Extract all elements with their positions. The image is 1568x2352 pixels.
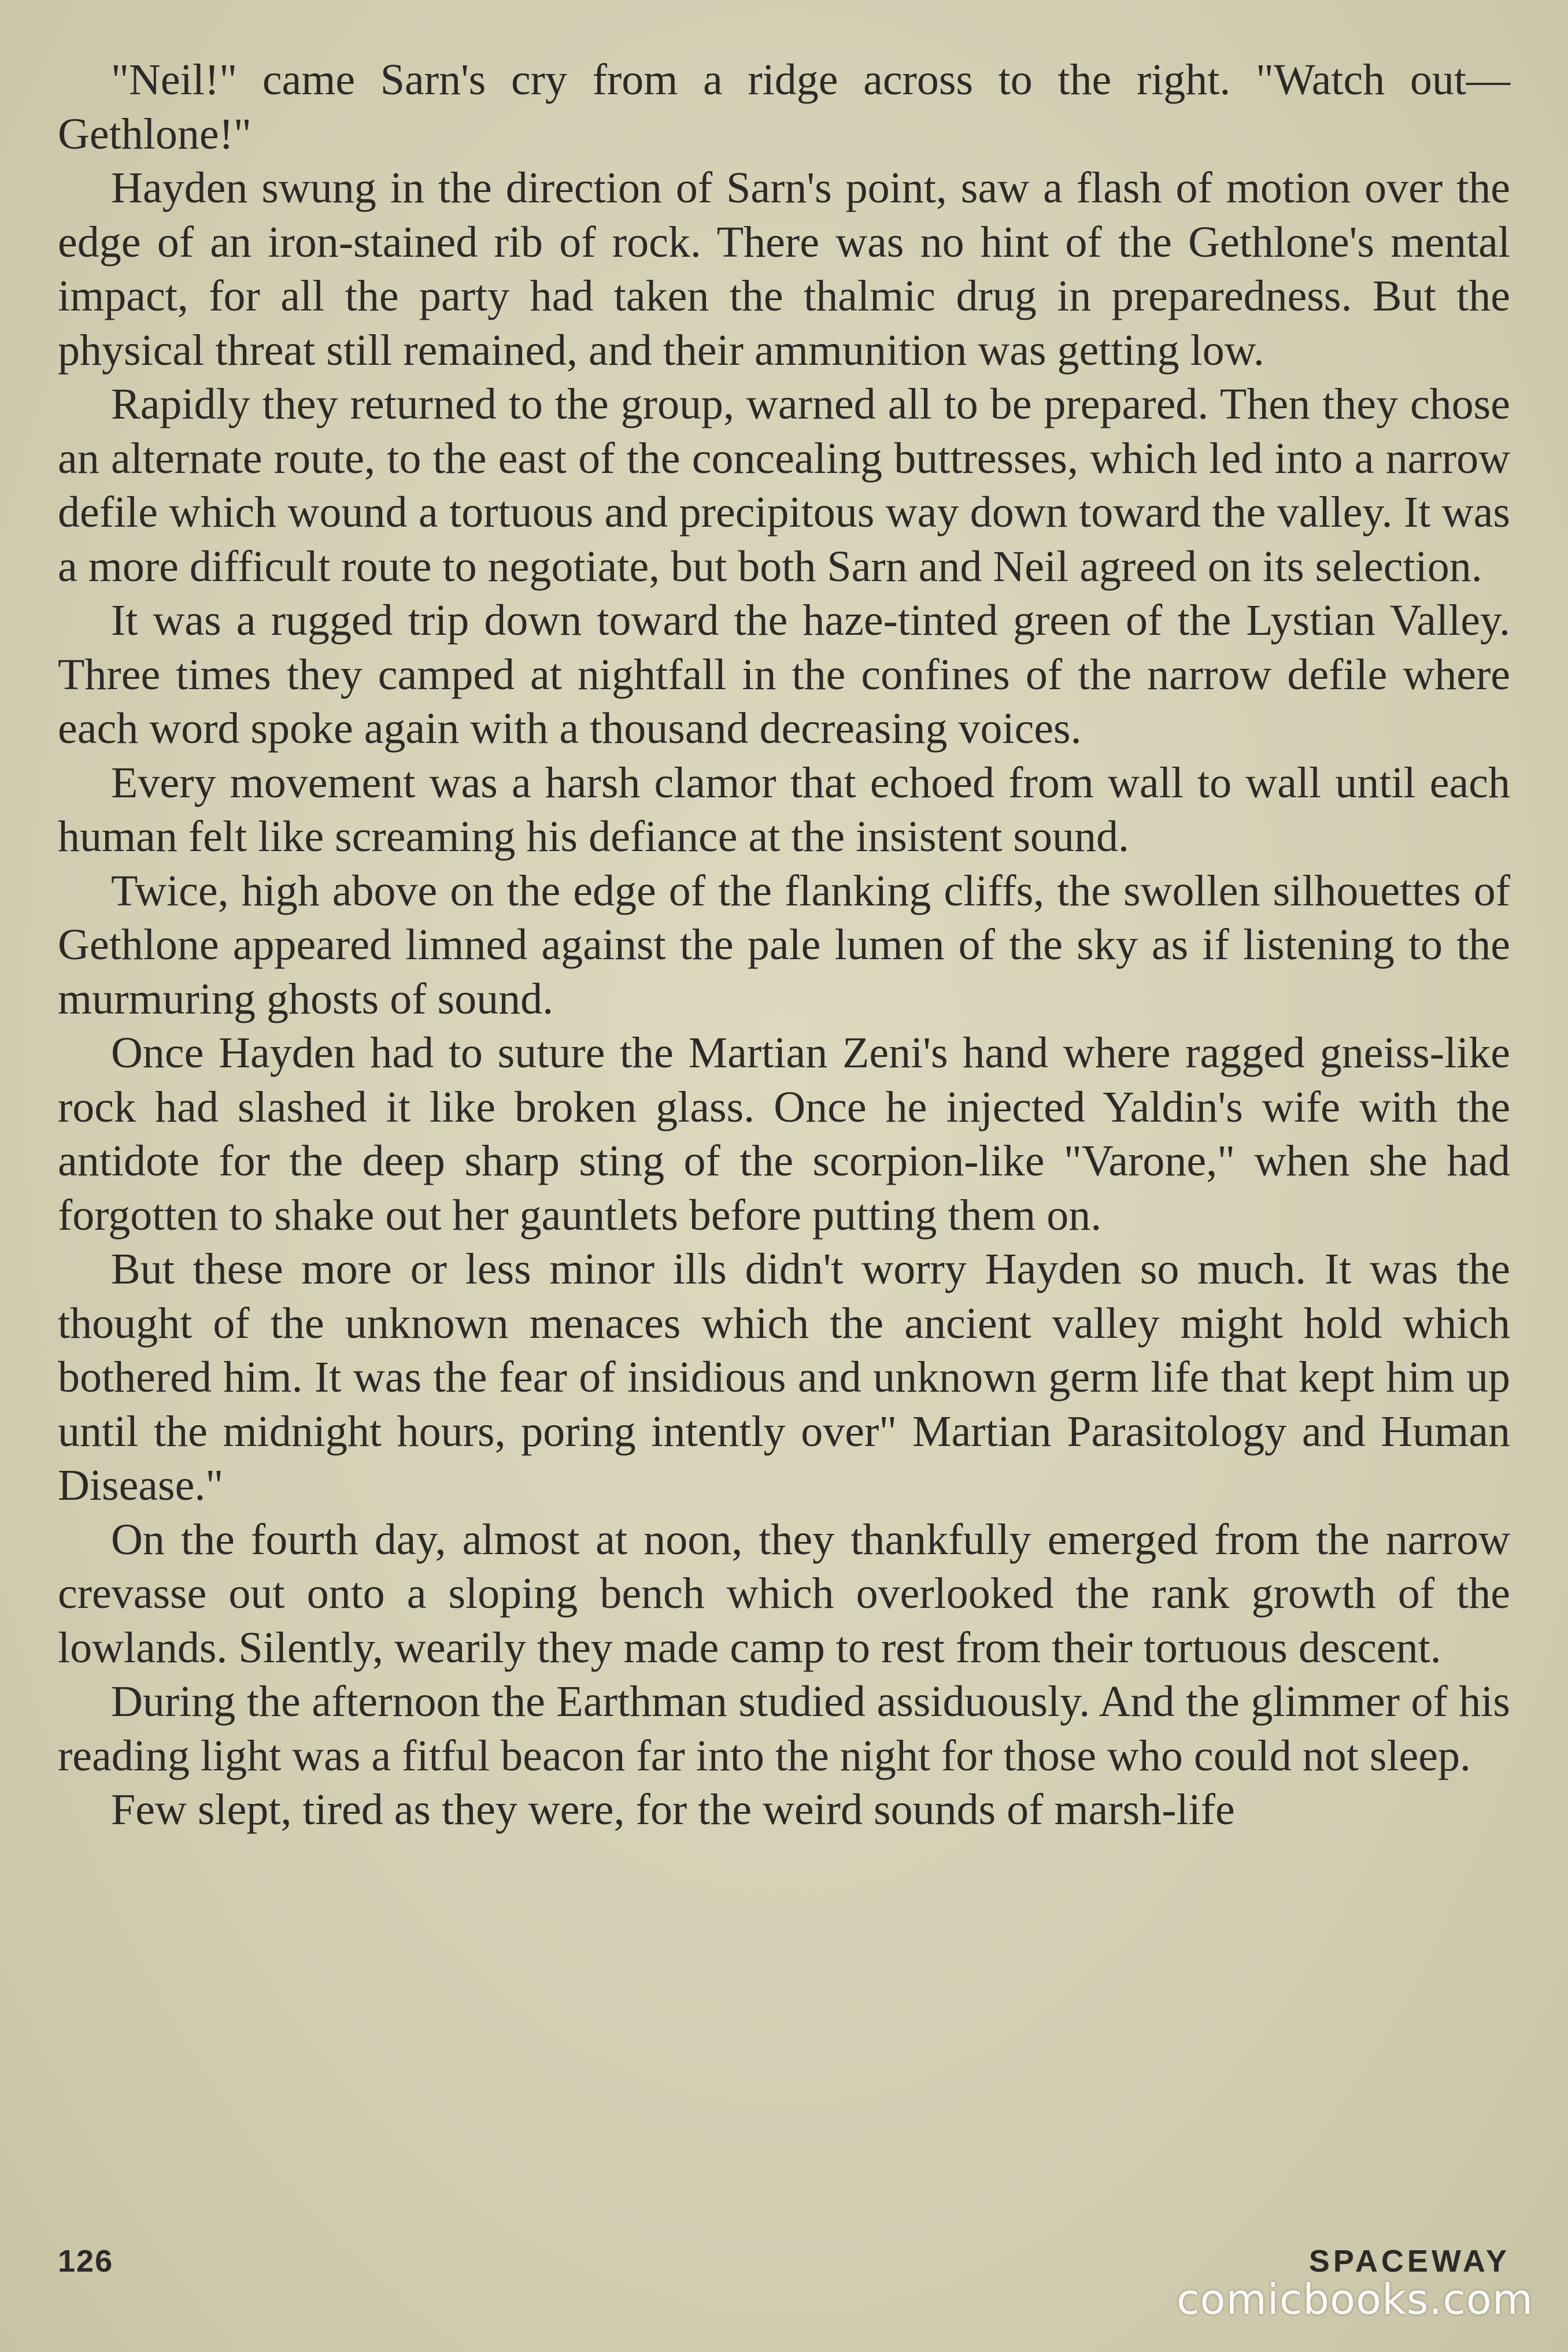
paragraph: It was a rugged trip down toward the haze-tinted green of the Lystian Valley. Three times they camped at nightfall in the confines of the narrow defile where each word spoke again with a thousand decreasing voices. xyxy=(58,596,1510,753)
page-number: 126 xyxy=(58,2244,114,2279)
paragraph: "Neil!" came Sarn's cry from a ridge across to the right. "Watch out—Gethlone!" xyxy=(58,56,1510,158)
paragraph: On the fourth day, almost at noon, they thankfully emerged from the narrow crevasse out onto a sloping bench which overlooked the rank growth of the lowlands. Silently, wearily they made camp to rest from their tortuous descent. xyxy=(58,1515,1510,1672)
paragraph: During the afternoon the Earthman studied assiduously. And the glimmer of his reading light was a fitful beacon far into the night for those who could not sleep. xyxy=(58,1677,1510,1780)
paragraph: Few slept, tired as they were, for the weird sounds of marsh-life xyxy=(111,1785,1235,1834)
paragraph: But these more or less minor ills didn't worry Hayden so much. It was the thought of the unknown menaces which the ancient valley might hold which bothered him. It was the fear of insidious and unknown germ life that kept him up until the midnight hours, poring intently over" Martian Parasitology and Human Disease." xyxy=(58,1245,1510,1510)
magazine-title: SPACEWAY xyxy=(1308,2244,1510,2279)
paragraph: Hayden swung in the direction of Sarn's point, saw a flash of motion over the edge of an iron-stained rib of rock. There was no hint of the Gethlone's mental impact, for all the party had taken the thalmic drug in preparedness. But the physical threat still remained, and their ammunition was getting low. xyxy=(58,164,1510,375)
paragraph: Twice, high above on the edge of the flanking cliffs, the swollen silhouettes of Gethlone appeared limned against the pale lumen of the sky as if listening to the murmuring ghosts of sound. xyxy=(58,866,1510,1023)
paragraph: Rapidly they returned to the group, warned all to be prepared. Then they chose an alternate route, to the east of the concealing buttresses, which led into a narrow defile which wound a tortuous and precipitous way down toward the valley. It was a more difficult route to negotiate, but both Sarn and Neil agreed on its selection. xyxy=(58,380,1510,591)
paragraph: Once Hayden had to suture the Martian Zeni's hand where ragged gneiss-like rock had slashed it like broken glass. Once he injected Yaldin's wife with the antidote for the deep sharp sting of the scorpion-like "Varone," when she had forgotten to shake out her gauntlets before putting them on. xyxy=(58,1029,1510,1240)
watermark: comicbooks.com xyxy=(1176,2275,1533,2324)
paragraph: Every movement was a harsh clamor that echoed from wall to wall until each human felt like screaming his defiance at the insistent sound. xyxy=(58,758,1510,861)
body-text xyxy=(58,53,1510,1837)
